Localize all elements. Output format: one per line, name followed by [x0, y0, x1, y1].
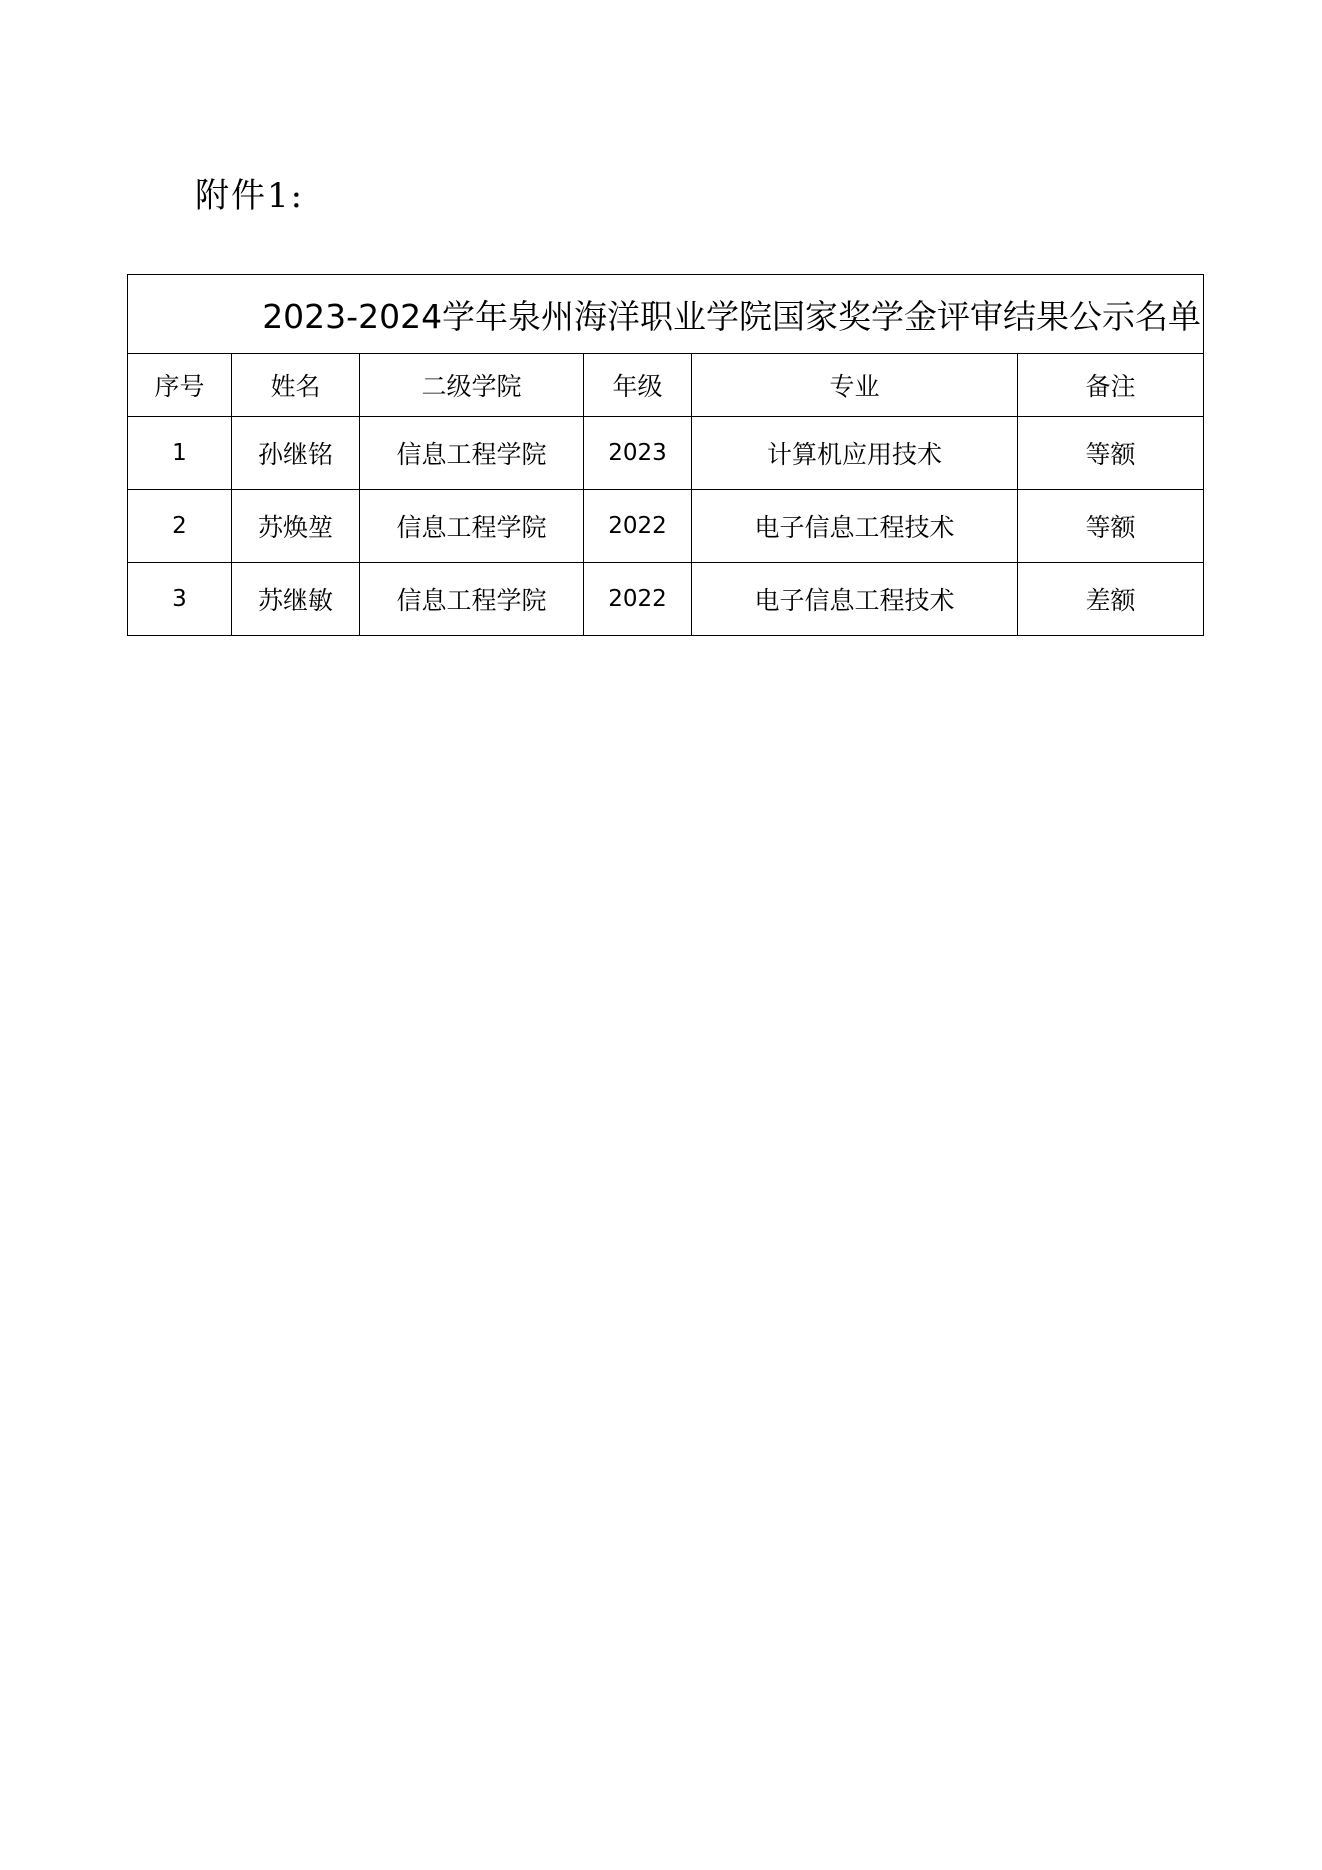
cell-name: 苏焕堃 [232, 490, 360, 563]
cell-major: 计算机应用技术 [692, 417, 1018, 490]
cell-index: 1 [128, 417, 232, 490]
header-index: 序号 [128, 354, 232, 417]
table-header-row [128, 354, 1204, 417]
scholarship-result-table [127, 274, 1204, 636]
cell-college: 信息工程学院 [360, 563, 584, 636]
header-name: 姓名 [232, 354, 360, 417]
table-row [128, 490, 1204, 563]
table-title-row [128, 275, 1204, 354]
cell-major: 电子信息工程技术 [692, 563, 1018, 636]
cell-name: 孙继铭 [232, 417, 360, 490]
cell-college: 信息工程学院 [360, 417, 584, 490]
cell-remark: 等额 [1018, 417, 1204, 490]
header-grade: 年级 [584, 354, 692, 417]
cell-index: 3 [128, 563, 232, 636]
table-row [128, 563, 1204, 636]
cell-remark: 差额 [1018, 563, 1204, 636]
table-title: 2023-2024学年泉州海洋职业学院国家奖学金评审结果公示名单 [128, 275, 1204, 354]
header-major: 专业 [692, 354, 1018, 417]
cell-remark: 等额 [1018, 490, 1204, 563]
cell-name: 苏继敏 [232, 563, 360, 636]
cell-grade: 2022 [584, 563, 692, 636]
cell-college: 信息工程学院 [360, 490, 584, 563]
header-remark: 备注 [1018, 354, 1204, 417]
header-college: 二级学院 [360, 354, 584, 417]
cell-grade: 2023 [584, 417, 692, 490]
attachment-label: 附件1: [195, 176, 305, 216]
cell-major: 电子信息工程技术 [692, 490, 1018, 563]
cell-index: 2 [128, 490, 232, 563]
cell-grade: 2022 [584, 490, 692, 563]
table-row [128, 417, 1204, 490]
